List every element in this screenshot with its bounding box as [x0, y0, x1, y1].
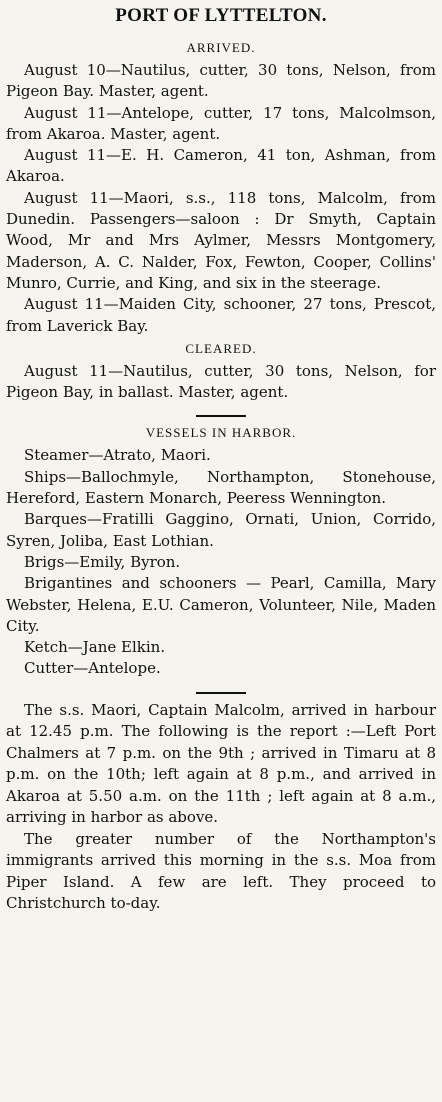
- harbor-entry: Brigs—Emily, Byron.: [24, 552, 181, 571]
- harbor-entry: Cutter—Antelope.: [24, 659, 161, 678]
- harbor-entry: Brigantines and schooners — Pearl, Camilla, Mary Webster, Helena, E.U. Cameron, Volunteer, Nile, Maden City.: [6, 574, 436, 635]
- cleared-entry: August 11—Nautilus, cutter, 30 tons, Nelson, for Pigeon Bay, in ballast. Master, agent.: [6, 361, 436, 402]
- harbor-entry: Ketch—Jane Elkin.: [24, 638, 166, 657]
- cleared-heading: CLEARED.: [185, 340, 257, 356]
- harbor-entry: Barques—Fratilli Gaggino, Ornati, Union, Corrido, Syren, Joliba, East Lothian.: [6, 510, 436, 550]
- harbor-entry: Ships—Ballochmyle, Northampton, Stonehouse, Hereford, Eastern Monarch, Peeress Wennington.: [6, 467, 436, 508]
- harbor-entry: Steamer—Atrato, Maori.: [24, 446, 211, 465]
- arrived-entry: August 11—Maori, s.s., 118 tons, Malcolm, from Dunedin. Passengers—saloon : Dr Smyth, Captain Wood, Mr and Mrs Aylmer, Messrs Montgomery, Maderson, A. C. Nalder, Fox, Fewton, Cooper, Collins' Munro, Currie, and King, and six in the steerage.: [6, 188, 436, 292]
- news-paragraph: The greater number of the Northampton's immigrants arrived this morning in the s.s. Moa from Piper Island. A few are left. They proceed to Christchurch to-day.: [6, 829, 436, 913]
- harbor-heading: VESSELS IN HARBOR.: [145, 425, 297, 441]
- arrived-entry: August 11—Maiden City, schooner, 27 tons, Prescot, from Laverick Bay.: [6, 295, 436, 335]
- arrived-entry: August 11—E. H. Cameron, 41 ton, Ashman, from Akaroa.: [6, 146, 436, 186]
- arrived-heading: ARRIVED.: [186, 40, 256, 55]
- section-divider: [196, 415, 246, 417]
- arrived-entry: August 10—Nautilus, cutter, 30 tons, Nelson, from Pigeon Bay. Master, agent.: [6, 61, 436, 101]
- arrived-entry: August 11—Antelope, cutter, 17 tons, Malcolmson, from Akaroa. Master, agent.: [6, 103, 436, 143]
- section-divider: [196, 692, 246, 694]
- news-paragraph: The s.s. Maori, Captain Malcolm, arrived in harbour at 12.45 p.m. The following is the report :—Left Port Chalmers at 7 p.m. on the 9th ; arrived in Timaru at 8 p.m. on the 10th; left again at 8 p.m., and arrived in Akaroa at 5.50 a.m. on the 11th ; left again at 8 a.m., arriving in harbor as above.: [6, 700, 436, 827]
- page-title: PORT OF LYTTELTON.: [115, 5, 327, 26]
